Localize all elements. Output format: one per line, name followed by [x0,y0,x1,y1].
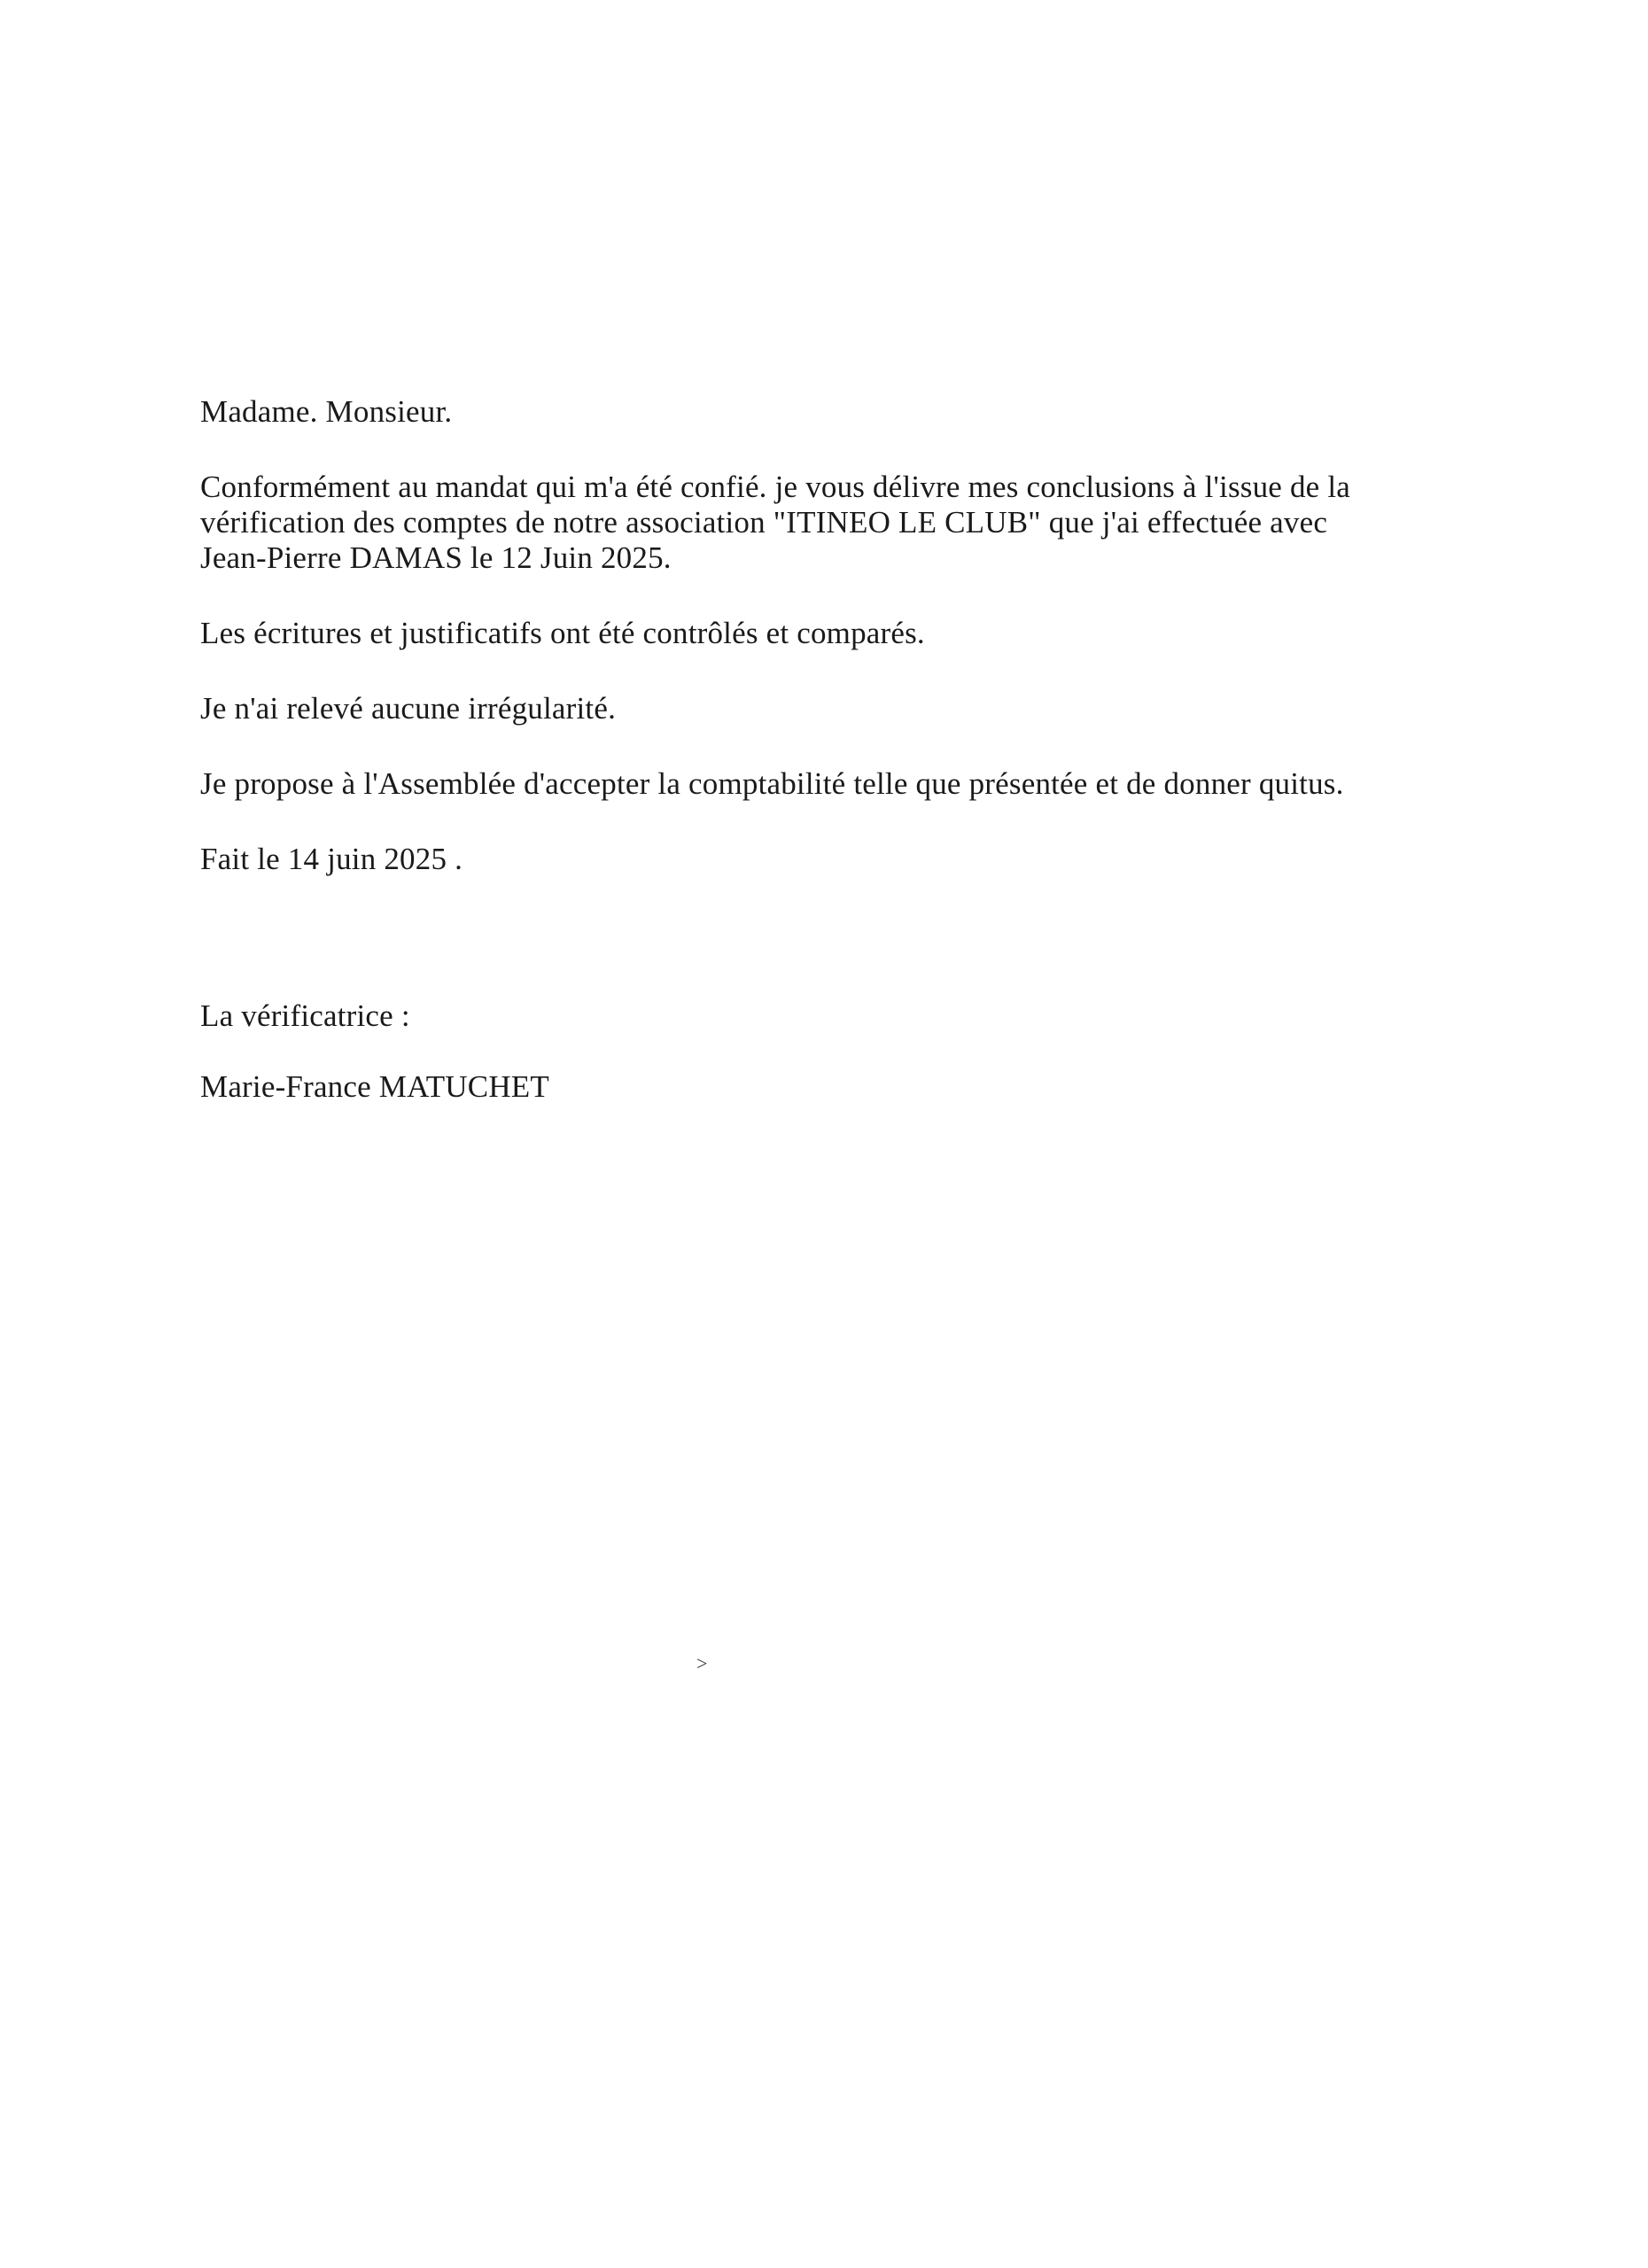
proposal-sentence: Je propose à l'Assemblée d'accepter la comptabilité telle que présentée et de donner quitus. [200,766,1344,801]
controls-sentence: Les écritures et justificatifs ont été contrôlés et comparés. [200,616,925,650]
date-line: Fait le 14 juin 2025 . [200,842,463,876]
signer-title: La vérificatrice : [200,998,410,1033]
finding-sentence: Je n'ai relevé aucune irrégularité. [200,691,617,726]
signer-name: Marie-France MATUCHET [200,1069,549,1104]
mandate-paragraph [200,470,1458,576]
paragraph-line: Jean-Pierre DAMAS le 12 Juin 2025. [200,540,672,575]
greeting: Madame. Monsieur. [200,394,453,429]
paragraph-line: Conformément au mandat qui m'a été confié. je vous délivre mes conclusions à l'issue de la [200,470,1351,504]
page-mark: > [696,1652,708,1674]
paragraph-line: vérification des comptes de notre association "ITINEO LE CLUB" que j'ai effectuée avec [200,505,1328,540]
letter-body [200,394,1458,1105]
